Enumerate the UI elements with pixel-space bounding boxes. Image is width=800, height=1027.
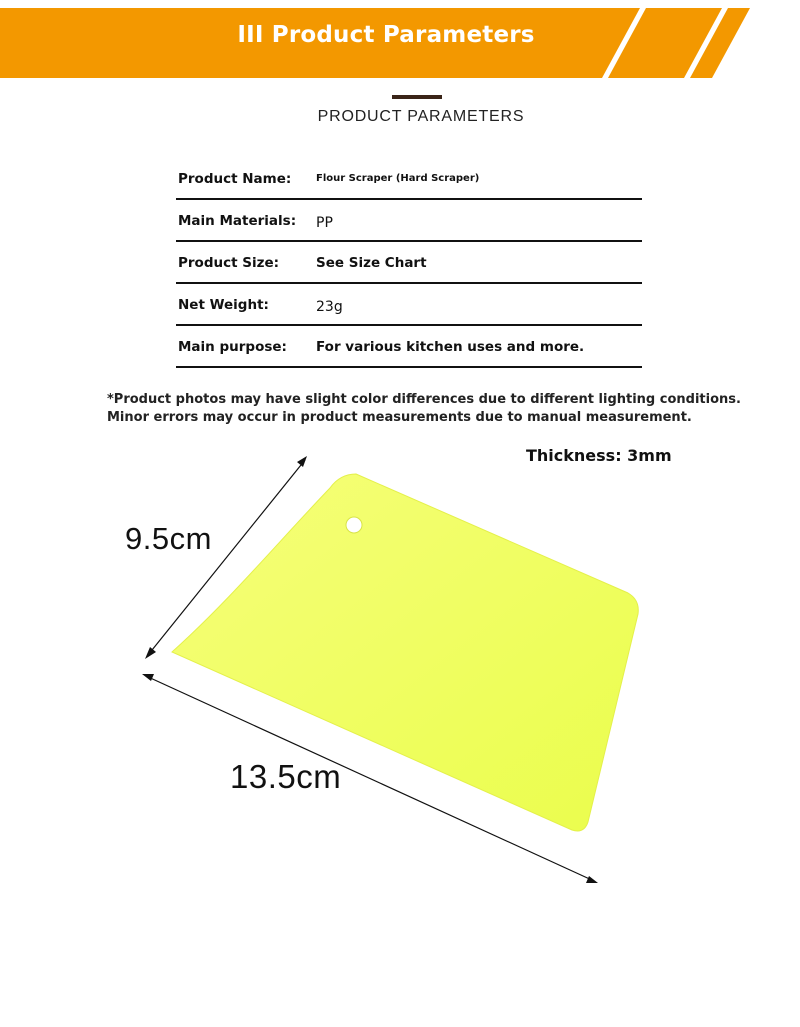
section-subtitle: PRODUCT PARAMETERS [317,108,525,125]
param-value: For various kitchen uses and more. [316,339,585,355]
param-label: Main Materials: [178,213,297,229]
param-value: See Size Chart [316,255,427,271]
length-arrow-head-left [142,674,154,681]
param-row-main-purpose [176,326,642,368]
scraper-hang-hole [346,517,362,533]
banner-title: III Product Parameters [237,22,535,48]
product-image [0,430,800,950]
width-arrow-head-top [297,456,307,467]
param-row-net-weight [176,284,642,326]
param-label: Net Weight: [178,297,269,313]
disclaimer-line-2: Minor errors may occur in product measurements due to manual measurement. [107,410,692,425]
disclaimer-text [107,391,787,427]
length-arrow-head-right [586,876,598,883]
parameters-table [176,158,642,368]
param-row-product-size [176,242,642,284]
param-label: Product Size: [178,255,280,271]
param-label: Main purpose: [178,339,287,355]
param-value: PP [316,215,333,231]
param-row-main-materials [176,200,642,242]
width-arrow-head-bottom [145,647,156,659]
thickness-label: Thickness: 3mm [526,446,672,465]
param-value: Flour Scraper (Hard Scraper) [316,173,480,184]
disclaimer-line-1: *Product photos may have slight color differences due to different lighting conditions. [107,392,741,407]
length-dimension-label: 13.5cm [230,758,342,795]
param-label: Product Name: [178,171,292,187]
param-value: 23g [316,299,343,315]
subtitle-accent-bar [392,95,442,99]
width-dimension-label: 9.5cm [125,521,212,556]
header-banner [0,0,800,80]
param-row-product-name [176,158,642,200]
